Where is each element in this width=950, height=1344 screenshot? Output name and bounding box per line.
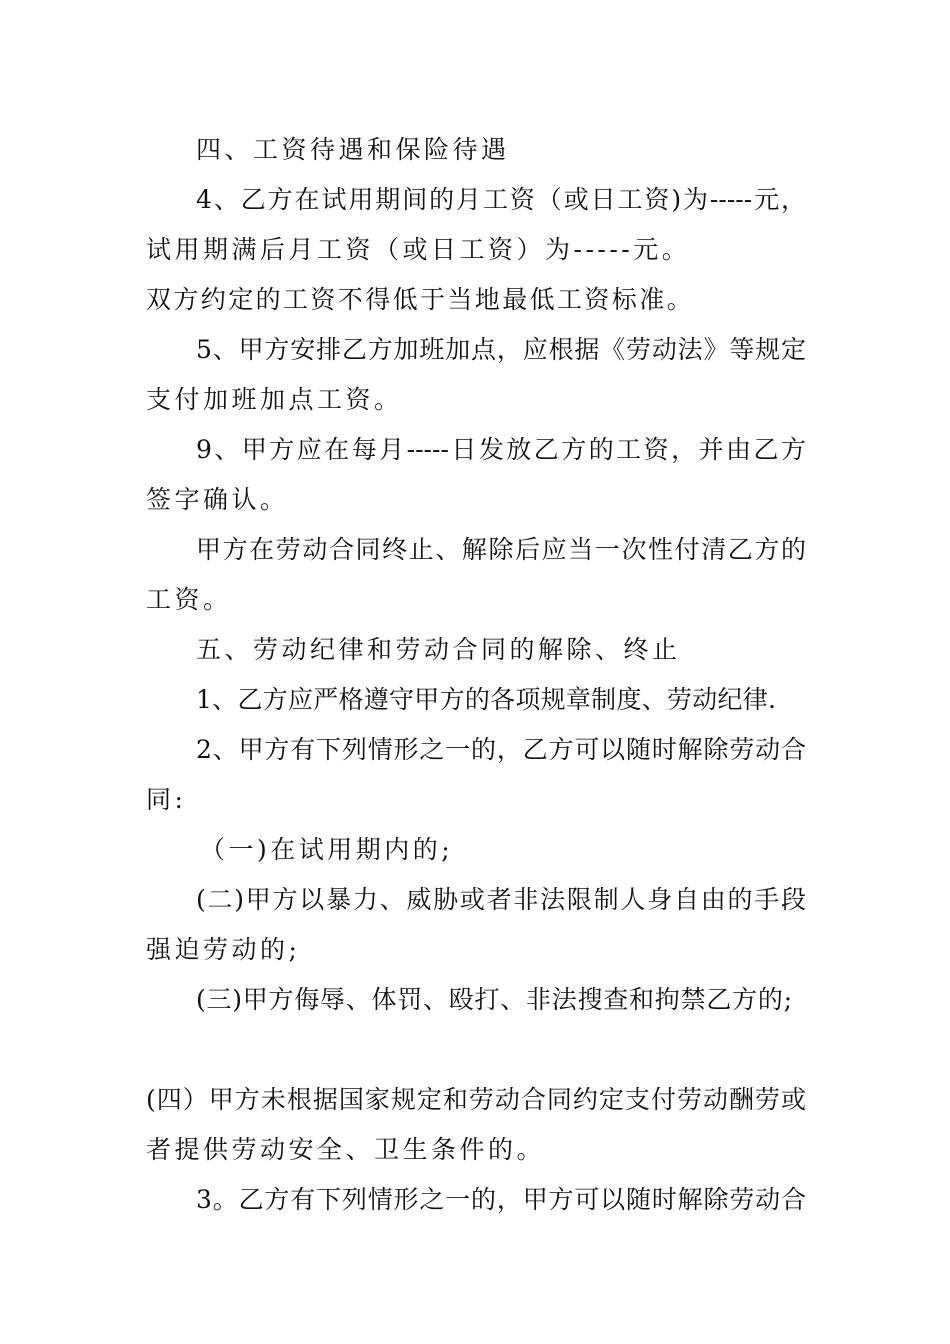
- item-2-line-1: (二)甲方以暴力、威胁或者非法限制人身自由的手段: [196, 885, 806, 914]
- clause-9-line-1: 9、甲方应在每月-----日发放乙方的工资，并由乙方: [196, 435, 806, 464]
- clause-4-line-2: 试用期满后月工资（或日工资）为-----元。: [146, 235, 691, 264]
- settlement-line-2: 工资。: [146, 585, 232, 614]
- clause-4-line-3: 双方约定的工资不得低于当地最低工资标准。: [146, 285, 695, 314]
- clause-9-line-2: 签字确认。: [146, 485, 289, 514]
- section-heading-5: 五、劳动纪律和劳动合同的解除、终止: [196, 635, 681, 664]
- clause-1-line-1: 1、乙方应严格遵守甲方的各项规章制度、劳动纪律.: [196, 685, 776, 714]
- item-2-line-2: 强迫劳动的;: [146, 935, 301, 964]
- clause-3-line-1: 3。乙方有下列情形之一的，甲方可以随时解除劳动合: [196, 1185, 806, 1214]
- clause-4-line-1: 4、乙方在试用期间的月工资（或日工资)为-----元，: [196, 185, 806, 214]
- clause-2-line-1: 2、甲方有下列情形之一的，乙方可以随时解除劳动合: [196, 735, 806, 764]
- item-4-line-2: 者提供劳动安全、卫生条件的。: [146, 1135, 546, 1164]
- clause-2-line-2: 同:: [146, 785, 187, 814]
- item-4-line-1: (四）甲方未根据国家规定和劳动合同约定支付劳动酬劳或: [146, 1085, 806, 1114]
- section-heading-4: 四、工资待遇和保险待遇: [196, 135, 510, 164]
- clause-5-line-2: 支付加班加点工资。: [146, 385, 403, 414]
- item-1: （一)在试用期内的;: [200, 835, 454, 864]
- clause-5-line-1: 5、甲方安排乙方加班加点，应根据《劳动法》等规定: [196, 335, 806, 364]
- settlement-line-1: 甲方在劳动合同终止、解除后应当一次性付清乙方的: [196, 535, 806, 564]
- item-3: (三)甲方侮辱、体罚、殴打、非法搜查和拘禁乙方的;: [196, 985, 792, 1014]
